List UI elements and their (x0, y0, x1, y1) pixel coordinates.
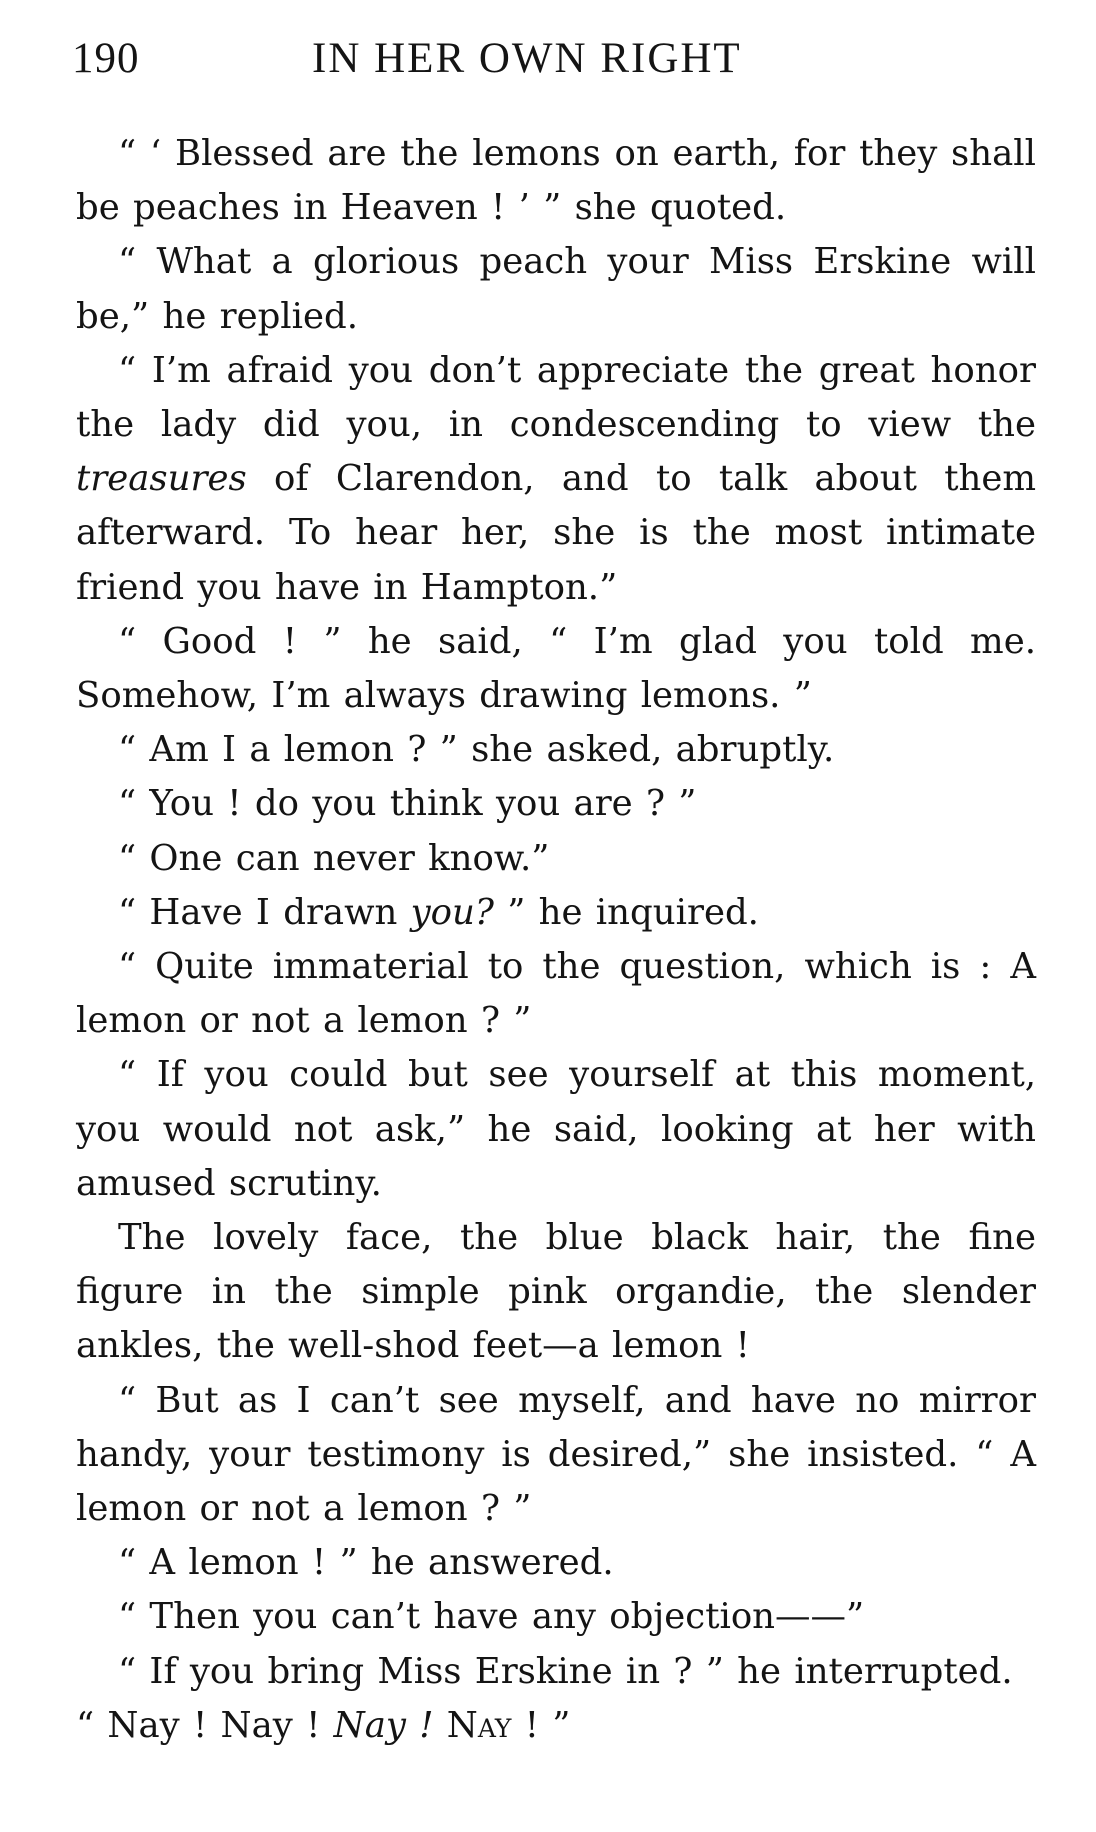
paragraph (76, 886, 1036, 940)
small-caps-text: Nay (433, 1704, 512, 1746)
text-run: “ I’m afraid you don’t appreciate the great honor the lady did you, in condescending to view the (76, 349, 1036, 446)
running-title: IN HER OWN RIGHT (312, 35, 742, 82)
paragraph: The lovely face, the blue black hair, the fine figure in the simple pink organdie, the slender ankles, the well-shod feet—a lemon ! (76, 1217, 1036, 1367)
paragraph: “ Then you can’t have any objection——” (118, 1596, 865, 1638)
paragraph: “ A lemon ! ” he answered. (118, 1542, 614, 1584)
text-run: “ Nay ! Nay ! (76, 1704, 334, 1746)
text-run: of Clarendon, and to talk about them afterward. To hear her, she is the most intimate friend you have in Hampton.” (76, 458, 1036, 608)
paragraph: “ What a glorious peach your Miss Erskine will be,” he replied. (76, 241, 1036, 337)
italic-text: treasures (76, 458, 247, 500)
paragraph: “ Quite immaterial to the question, which is : A lemon or not a lemon ? ” (76, 946, 1036, 1042)
paragraph (76, 1699, 1036, 1753)
page-header (72, 34, 1032, 94)
italic-text: you? (410, 891, 494, 933)
paragraph: “ One can never know.” (118, 837, 550, 879)
text-body (76, 127, 1036, 1753)
paragraph: “ But as I can’t see myself, and have no mirror handy, your testimony is desired,” she insisted. “ A lemon or not a lemon ? ” (76, 1379, 1036, 1530)
paragraph: “ Good ! ” he said, “ I’m glad you told me. Somehow, I’m always drawing lemons. ” (76, 620, 1036, 717)
paragraph: “ Am I a lemon ? ” she asked, abruptly. (118, 729, 835, 771)
paragraph: “ If you bring Miss Erskine in ? ” he interrupted. (118, 1650, 1013, 1692)
paragraph (76, 344, 1036, 615)
paragraph: “ If you could but see yourself at this moment, you would not ask,” he said, looking at her with amused scrutiny. (76, 1054, 1036, 1204)
text-run: ! ” (511, 1704, 571, 1746)
paragraph: “ You ! do you think you are ? ” (118, 783, 697, 825)
italic-text: Nay ! (333, 1704, 434, 1746)
text-run: “ Have I drawn (118, 891, 411, 933)
text-run: ” he inquired. (493, 891, 759, 933)
page-number: 190 (72, 35, 140, 82)
paragraph: “ ‘ Blessed are the lemons on earth, for they shall be peaches in Heaven ! ’ ” she quoted. (76, 133, 1036, 229)
